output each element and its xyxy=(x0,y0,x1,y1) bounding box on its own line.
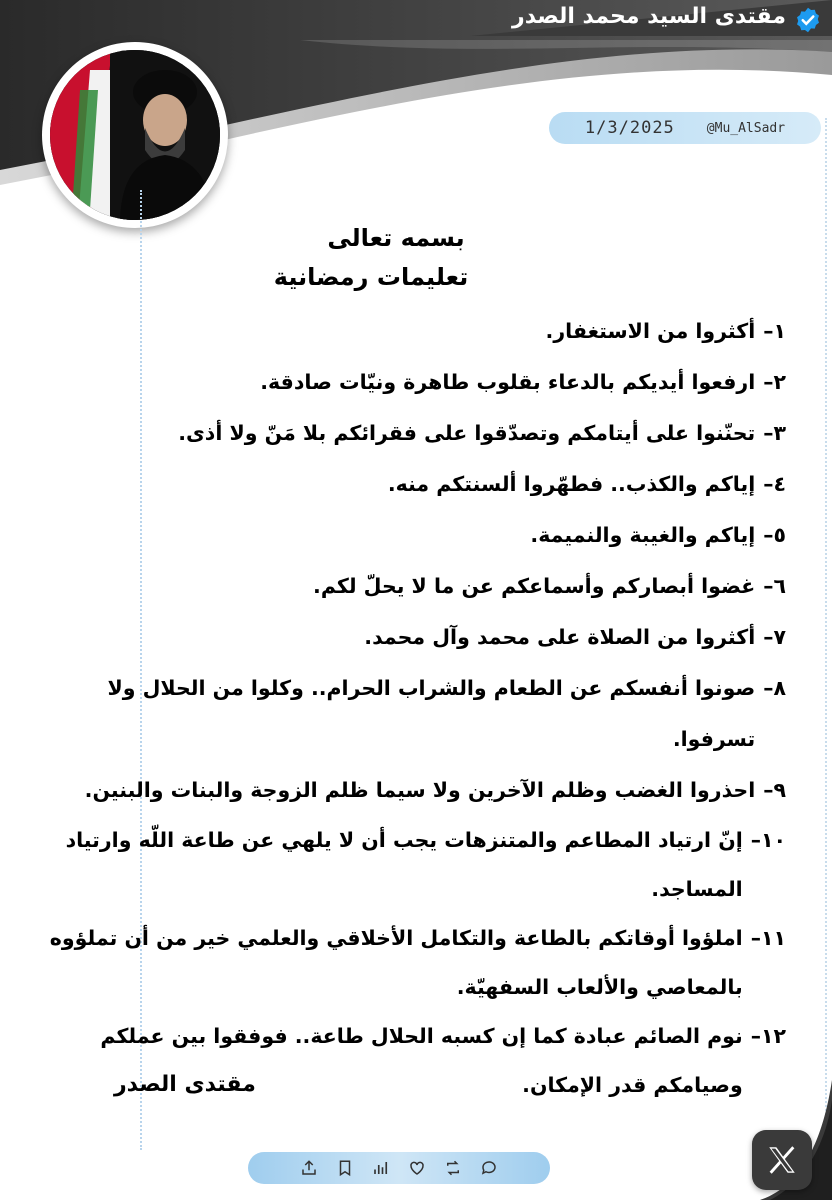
x-logo-icon[interactable] xyxy=(752,1130,812,1190)
item-number: ١– xyxy=(763,319,786,343)
share-icon[interactable] xyxy=(297,1156,321,1180)
item-number: ٤– xyxy=(763,472,786,496)
item-text: إنّ ارتياد المطاعم والمتنزهات يجب أن لا يلهي عن طاعة اللّه وارتياد المساجد. xyxy=(65,828,743,901)
item-text: إياكم والغيبة والنميمة. xyxy=(530,523,756,547)
item-number: ١٢– xyxy=(750,1024,786,1048)
reply-icon[interactable] xyxy=(477,1156,501,1180)
avatar[interactable] xyxy=(50,50,220,220)
action-toolbar xyxy=(248,1152,550,1184)
item-text: صونوا أنفسكم عن الطعام والشراب الحرام.. وكلوا من الحلال ولا تسرفوا. xyxy=(107,676,756,751)
list-item xyxy=(46,510,786,561)
item-text: ارفعوا أيديكم بالدعاء بقلوب طاهرة ونيّات صادقة. xyxy=(260,370,756,394)
item-number: ٥– xyxy=(763,523,786,547)
bookmark-icon[interactable] xyxy=(333,1156,357,1180)
border-line xyxy=(825,118,827,1118)
item-text: غضوا أبصاركم وأسماعكم عن ما لا يحلّ لكم. xyxy=(313,574,756,598)
verified-badge-icon xyxy=(794,6,822,34)
list-item xyxy=(46,612,786,663)
item-number: ١٠– xyxy=(750,828,786,852)
list-item xyxy=(46,306,786,357)
list-item xyxy=(46,816,786,914)
item-number: ٣– xyxy=(763,421,786,445)
list-item xyxy=(46,459,786,510)
meta-pill xyxy=(549,112,821,144)
list-item xyxy=(46,561,786,612)
views-icon[interactable] xyxy=(369,1156,393,1180)
post-title-basmala: بسمه تعالى xyxy=(327,224,465,252)
item-number: ٨– xyxy=(763,676,786,700)
item-number: ٢– xyxy=(763,370,786,394)
item-text: أكثروا من الاستغفار. xyxy=(545,319,756,343)
item-text: إياكم والكذب.. فطهّروا ألسنتكم منه. xyxy=(387,472,756,496)
item-text: احذروا الغضب وظلم الآخرين ولا سيما ظلم الزوجة والبنات والبنين. xyxy=(84,778,756,802)
instructions-list xyxy=(46,306,786,1110)
account-name[interactable]: مقتدى السيد محمد الصدر xyxy=(512,4,786,29)
item-text: تحنّنوا على أيتامكم وتصدّقوا على فقرائكم بلا مَنّ ولا أذى. xyxy=(178,421,756,445)
list-item xyxy=(46,357,786,408)
list-item xyxy=(46,663,786,765)
post-handle[interactable]: @Mu_AlSadr xyxy=(706,120,786,136)
item-number: ٩– xyxy=(763,778,786,802)
item-number: ١١– xyxy=(750,926,786,950)
signature: مقتدى الصدر xyxy=(114,1072,256,1097)
list-item xyxy=(46,765,786,816)
item-text: نوم الصائم عبادة كما إن كسبه الحلال طاعة.. فوفقوا بين عملكم وصيامكم قدر الإمكان. xyxy=(100,1024,743,1097)
item-number: ٧– xyxy=(763,625,786,649)
list-item xyxy=(46,914,786,1012)
post-body xyxy=(46,222,786,1110)
retweet-icon[interactable] xyxy=(441,1156,465,1180)
item-text: أكثروا من الصلاة على محمد وآل محمد. xyxy=(364,625,756,649)
avatar-portrait xyxy=(50,50,220,220)
item-text: املؤوا أوقاتكم بالطاعة والتكامل الأخلاقي والعلمي خير من أن تملؤوه بالمعاصي والألعاب السفهيّة. xyxy=(49,926,743,999)
list-item xyxy=(46,408,786,459)
post-date: 1/3/2025 xyxy=(584,118,675,138)
item-number: ٦– xyxy=(763,574,786,598)
like-icon[interactable] xyxy=(405,1156,429,1180)
post-title: تعليمات رمضانية xyxy=(273,263,469,291)
x-glyph-icon xyxy=(765,1143,799,1177)
